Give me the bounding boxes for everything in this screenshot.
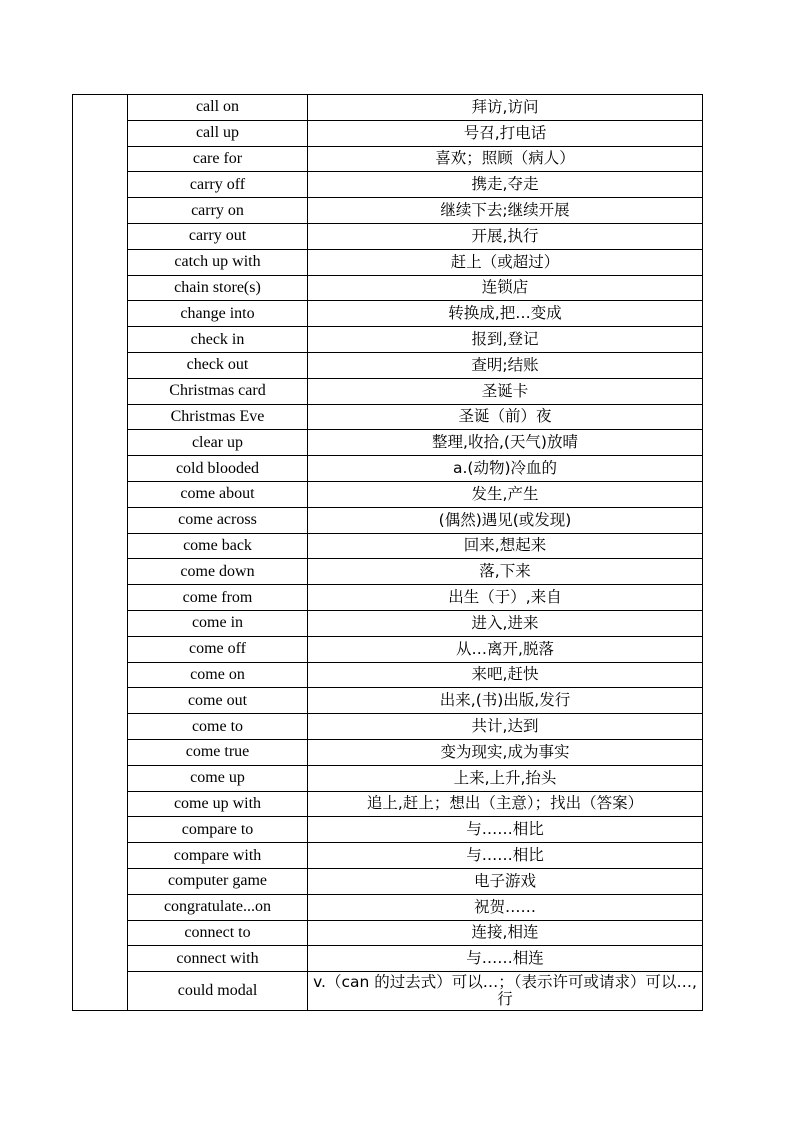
table-row	[73, 688, 703, 714]
phrase-cell: come off	[128, 636, 308, 662]
meaning-cell: 与……相比	[308, 817, 703, 843]
meaning-cell: 发生,产生	[308, 481, 703, 507]
phrase-cell: connect with	[128, 946, 308, 972]
phrase-cell: connect to	[128, 920, 308, 946]
vocabulary-table	[72, 94, 703, 1011]
meaning-cell: 进入,进来	[308, 610, 703, 636]
table-row	[73, 868, 703, 894]
phrase-cell: computer game	[128, 868, 308, 894]
phrase-cell: come to	[128, 714, 308, 740]
meaning-cell: 转换成,把…变成	[308, 301, 703, 327]
phrase-cell: come true	[128, 739, 308, 765]
meaning-cell: 从…离开,脱落	[308, 636, 703, 662]
table-row	[73, 198, 703, 224]
meaning-cell: 变为现实,成为事实	[308, 739, 703, 765]
phrase-cell: carry off	[128, 172, 308, 198]
meaning-cell: 出生（于）,来自	[308, 585, 703, 611]
meaning-cell: (偶然)遇见(或发现)	[308, 507, 703, 533]
phrase-cell: care for	[128, 146, 308, 172]
table-row	[73, 610, 703, 636]
meaning-cell: 报到,登记	[308, 327, 703, 353]
table-row	[73, 481, 703, 507]
meaning-cell: a.(动物)冷血的	[308, 456, 703, 482]
meaning-cell: 查明;结账	[308, 352, 703, 378]
meaning-cell: 回来,想起来	[308, 533, 703, 559]
phrase-cell: catch up with	[128, 249, 308, 275]
meaning-cell: 圣诞（前）夜	[308, 404, 703, 430]
phrase-cell: call up	[128, 120, 308, 146]
phrase-cell: chain store(s)	[128, 275, 308, 301]
meaning-cell: 上来,上升,抬头	[308, 765, 703, 791]
phrase-cell: congratulate...on	[128, 894, 308, 920]
phrase-cell: cold blooded	[128, 456, 308, 482]
table-row	[73, 946, 703, 972]
phrase-cell: Christmas card	[128, 378, 308, 404]
table-row	[73, 585, 703, 611]
meaning-cell: 继续下去;继续开展	[308, 198, 703, 224]
phrase-cell: carry on	[128, 198, 308, 224]
phrase-cell: come out	[128, 688, 308, 714]
meaning-cell: 携走,夺走	[308, 172, 703, 198]
table-row	[73, 843, 703, 869]
meaning-cell: 圣诞卡	[308, 378, 703, 404]
meaning-cell: 拜访,访问	[308, 95, 703, 121]
meaning-cell: 出来,(书)出版,发行	[308, 688, 703, 714]
meaning-cell: 连接,相连	[308, 920, 703, 946]
table-row	[73, 559, 703, 585]
table-row	[73, 95, 703, 121]
table-row	[73, 507, 703, 533]
table-row	[73, 739, 703, 765]
phrase-cell: compare with	[128, 843, 308, 869]
table-row	[73, 249, 703, 275]
table-row	[73, 920, 703, 946]
phrase-cell: come up	[128, 765, 308, 791]
phrase-cell: come up with	[128, 791, 308, 817]
table-row	[73, 791, 703, 817]
phrase-cell: come down	[128, 559, 308, 585]
table-row	[73, 456, 703, 482]
phrase-cell: come from	[128, 585, 308, 611]
meaning-cell: 连锁店	[308, 275, 703, 301]
meaning-cell: 落,下来	[308, 559, 703, 585]
meaning-cell: 与……相连	[308, 946, 703, 972]
phrase-cell: check in	[128, 327, 308, 353]
meaning-cell: 与……相比	[308, 843, 703, 869]
meaning-cell: 号召,打电话	[308, 120, 703, 146]
meaning-cell: 电子游戏	[308, 868, 703, 894]
table-row	[73, 430, 703, 456]
table-row	[73, 120, 703, 146]
table-row	[73, 223, 703, 249]
meaning-cell: 祝贺……	[308, 894, 703, 920]
meaning-cell: 喜欢；照顾（病人）	[308, 146, 703, 172]
meaning-cell: 追上,赶上；想出（主意）；找出（答案）	[308, 791, 703, 817]
phrase-cell: change into	[128, 301, 308, 327]
phrase-cell: compare to	[128, 817, 308, 843]
phrase-cell: come on	[128, 662, 308, 688]
phrase-cell: clear up	[128, 430, 308, 456]
phrase-cell: call on	[128, 95, 308, 121]
table-row	[73, 972, 703, 1011]
meaning-cell: 开展,执行	[308, 223, 703, 249]
phrase-cell: come in	[128, 610, 308, 636]
table-row	[73, 352, 703, 378]
phrase-cell: come about	[128, 481, 308, 507]
table-row	[73, 146, 703, 172]
phrase-cell: could modal	[128, 972, 308, 1011]
phrase-cell: come back	[128, 533, 308, 559]
phrase-cell: carry out	[128, 223, 308, 249]
table-row	[73, 301, 703, 327]
table-row	[73, 172, 703, 198]
meaning-cell: 赶上（或超过）	[308, 249, 703, 275]
phrase-cell: come across	[128, 507, 308, 533]
meaning-cell: v.（can 的过去式）可以…；（表示许可或请求）可以…,行	[308, 972, 703, 1011]
table-row	[73, 327, 703, 353]
table-row	[73, 636, 703, 662]
blank-first-column-cell	[73, 95, 128, 1011]
table-row	[73, 765, 703, 791]
table-row	[73, 714, 703, 740]
table-row	[73, 817, 703, 843]
vocabulary-table-body	[73, 95, 703, 1011]
table-row	[73, 378, 703, 404]
meaning-cell: 来吧,赶快	[308, 662, 703, 688]
table-row	[73, 275, 703, 301]
phrase-cell: check out	[128, 352, 308, 378]
table-row	[73, 404, 703, 430]
table-row	[73, 533, 703, 559]
phrase-cell: Christmas Eve	[128, 404, 308, 430]
meaning-cell: 共计,达到	[308, 714, 703, 740]
table-row	[73, 662, 703, 688]
table-row	[73, 894, 703, 920]
meaning-cell: 整理,收拾,(天气)放晴	[308, 430, 703, 456]
